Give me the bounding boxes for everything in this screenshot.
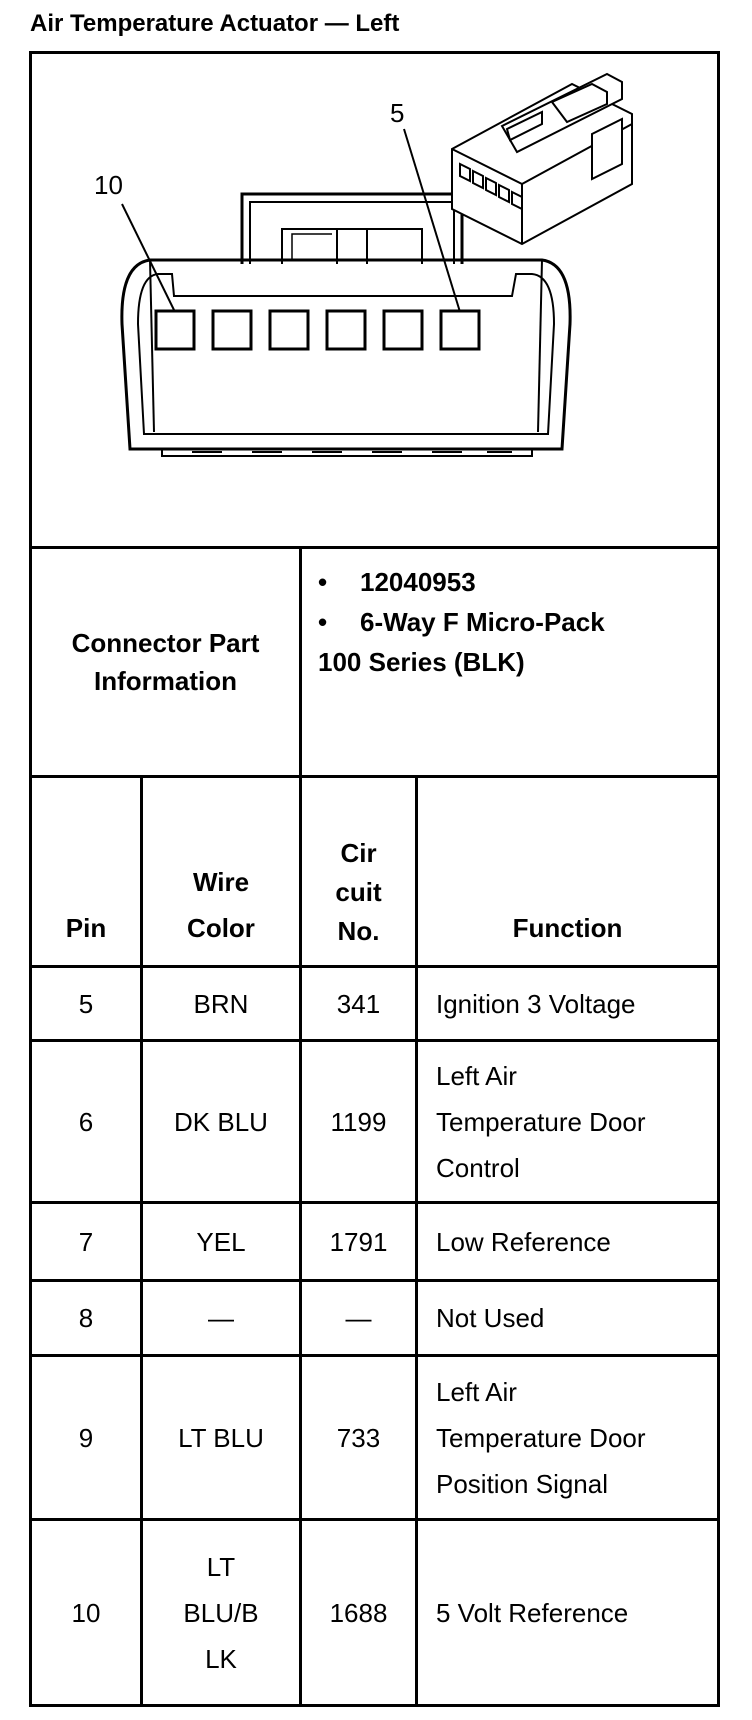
callout-label-left: 10 <box>94 170 123 200</box>
function-line: Temperature Door <box>436 1422 646 1453</box>
connector-type-bullet <box>318 602 605 642</box>
table-row-function: Ignition 3 Voltage <box>436 988 636 1019</box>
table-row-circuit: — <box>345 1303 372 1333</box>
table-row-pin: 6 <box>78 1106 94 1137</box>
table-row-function <box>418 1042 717 1201</box>
table-row-circuit: 1199 <box>330 1106 387 1137</box>
page-title: Air Temperature Actuator — Left <box>30 10 400 37</box>
table-row-wire: — <box>208 1303 234 1333</box>
table-row-function: Low Reference <box>436 1226 611 1257</box>
header-function-text: Function <box>512 913 623 943</box>
header-circuit-text-2: cuit <box>335 877 382 907</box>
function-line: Position Signal <box>436 1468 608 1499</box>
callout-label-right: 5 <box>390 98 405 128</box>
table-row-pin: 10 <box>71 1597 101 1628</box>
part-number-bullet <box>318 562 605 602</box>
table-row-circuit: 341 <box>336 988 381 1019</box>
table-row-pin: 5 <box>78 988 94 1019</box>
wire-line: BLU/B <box>183 1597 259 1628</box>
table-row-pin: 7 <box>78 1226 94 1257</box>
wire-line: LT <box>206 1551 236 1582</box>
header-circuit-text-3: No. <box>337 916 380 946</box>
connector-info-label-line2: Information <box>94 666 237 696</box>
function-line: Control <box>436 1152 520 1183</box>
header-circuit-text-1: Cir <box>340 838 377 868</box>
function-line: Temperature Door <box>436 1106 646 1137</box>
table-row-function: 5 Volt Reference <box>436 1597 629 1628</box>
wire-line: LK <box>205 1643 237 1674</box>
table-row-function: Not Used <box>436 1303 545 1333</box>
pin-cavities <box>156 311 479 349</box>
table-row-wire: DK BLU <box>174 1106 268 1137</box>
header-circuit-no <box>302 778 415 965</box>
connector-info-details <box>318 562 605 682</box>
connector-info-label-line1: Connector Part <box>71 628 260 658</box>
table-row-circuit: 733 <box>336 1422 381 1453</box>
header-wire-text-1: Wire <box>192 867 250 897</box>
bullet-icon: • <box>318 607 328 637</box>
table-row-pin: 9 <box>78 1422 94 1453</box>
table-row-function <box>418 1357 717 1518</box>
header-pin-text: Pin <box>65 913 107 943</box>
table-row-circuit: 1688 <box>329 1597 388 1628</box>
connector-diagram <box>32 54 717 549</box>
connector-isometric-view <box>452 74 632 244</box>
bullet-icon: • <box>318 567 328 597</box>
table-row-wire: LT BLU <box>178 1422 264 1453</box>
connector-series: 100 Series (BLK) <box>318 647 525 677</box>
header-function <box>418 778 717 965</box>
connector-info-label <box>32 549 299 775</box>
function-line: Left Air <box>436 1060 517 1091</box>
part-number: 12040953 <box>360 567 476 597</box>
header-wire-color <box>143 778 299 965</box>
table-row-circuit: 1791 <box>329 1226 388 1257</box>
table-row-wire <box>143 1521 299 1704</box>
table-row-wire: BRN <box>193 988 249 1019</box>
header-wire-text-2: Color <box>187 913 255 943</box>
function-line: Left Air <box>436 1376 517 1407</box>
table-row-wire: YEL <box>196 1226 246 1257</box>
connector-type: 6-Way F Micro-Pack <box>360 607 605 637</box>
table-row-pin: 8 <box>78 1303 94 1333</box>
header-pin <box>32 778 140 965</box>
